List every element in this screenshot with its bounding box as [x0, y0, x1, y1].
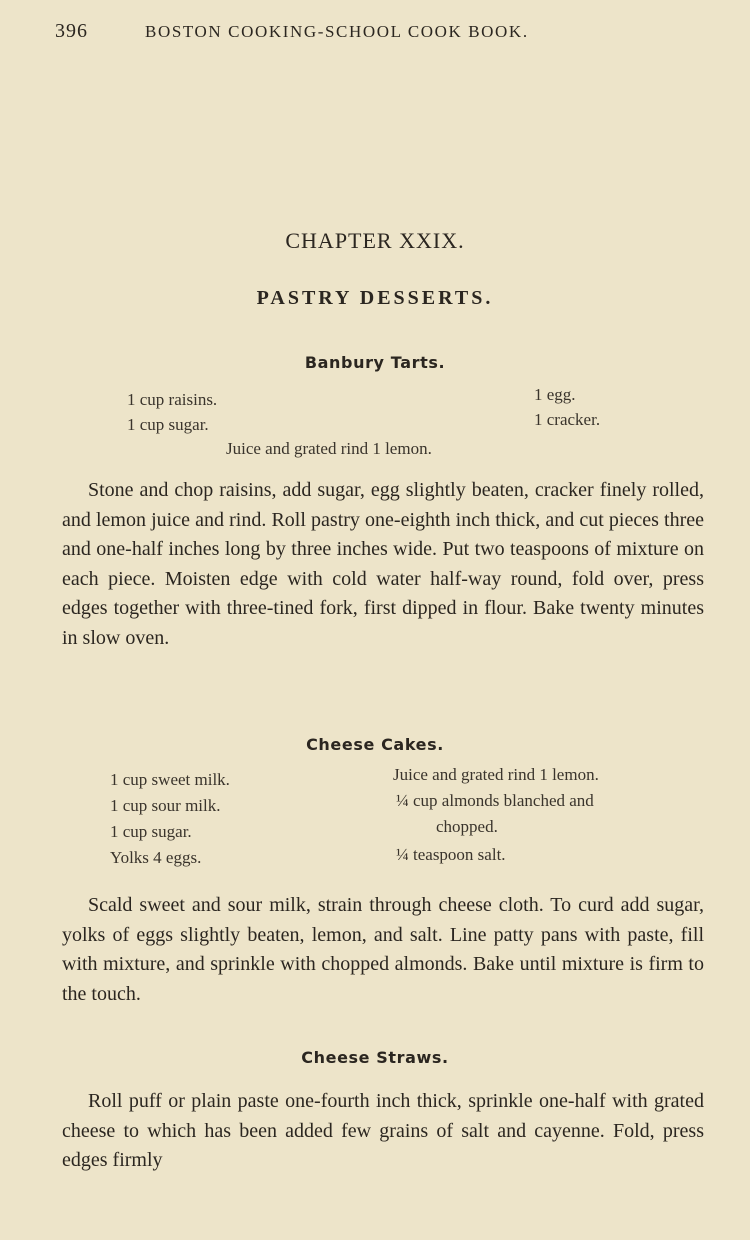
ingredient: 1 cup sugar. — [110, 822, 192, 841]
directions-text: Scald sweet and sour milk, strain through cheese cloth. To curd add sugar, yolks of eggs slightly beaten, lemon, and salt. Line patty pans with paste, fill with mixture, and sprinkle with chopped almonds. Bake until mixture is firm to the touch. — [62, 894, 704, 1005]
ingredient: 1 cracker. — [534, 410, 601, 429]
recipe-title-banbury-tarts: Banbury Tarts. — [304, 353, 446, 372]
ingredient: ¼ teaspoon salt. — [396, 845, 506, 864]
section-title: PASTRY DESSERTS. — [256, 287, 494, 309]
ingredient: Juice and grated rind 1 lemon. — [226, 439, 432, 458]
running-head — [55, 20, 715, 48]
directions-text: Roll puff or plain paste one-fourth inch thick, sprinkle one-half with grated cheese to which has been added few grains of salt and cayenne. Fold, press edges firmly — [62, 1090, 704, 1171]
ingredient: 1 cup raisins. — [127, 390, 218, 409]
ingredient: 1 egg. — [534, 385, 576, 404]
ingredient: 1 cup sugar. — [127, 415, 209, 434]
ingredient: Juice and grated rind 1 lemon. — [393, 765, 599, 784]
ingredient: chopped. — [436, 817, 498, 836]
directions-text: Stone and chop raisins, add sugar, egg slightly beaten, cracker finely rolled, and lemon juice and rind. Roll pastry one-eighth inch thick, and cut pieces three and one-half inches long by three inches wide. Put two teaspoons of mixture on each piece. Moisten edge with cold water half-way round, fold over, press edges together with three-tined fork, first dipped in flour. Bake twenty minutes in slow oven. — [62, 479, 704, 649]
ingredient: ¼ cup almonds blanched and — [396, 791, 594, 810]
ingredient: Yolks 4 eggs. — [110, 848, 202, 867]
directions-cheese-cakes — [62, 891, 704, 1009]
ingredient: 1 cup sour milk. — [110, 796, 221, 815]
ingredient: 1 cup sweet milk. — [110, 770, 230, 789]
page-number: 396 — [55, 20, 88, 42]
chapter-heading: CHAPTER XXIX. — [285, 228, 465, 253]
directions-cheese-straws — [62, 1087, 704, 1176]
running-title: BOSTON COOKING-SCHOOL COOK BOOK. — [145, 22, 529, 41]
recipe-title-cheese-cakes: Cheese Cakes. — [306, 735, 444, 754]
recipe-title-cheese-straws: Cheese Straws. — [301, 1048, 449, 1067]
directions-banbury-tarts — [62, 476, 704, 653]
